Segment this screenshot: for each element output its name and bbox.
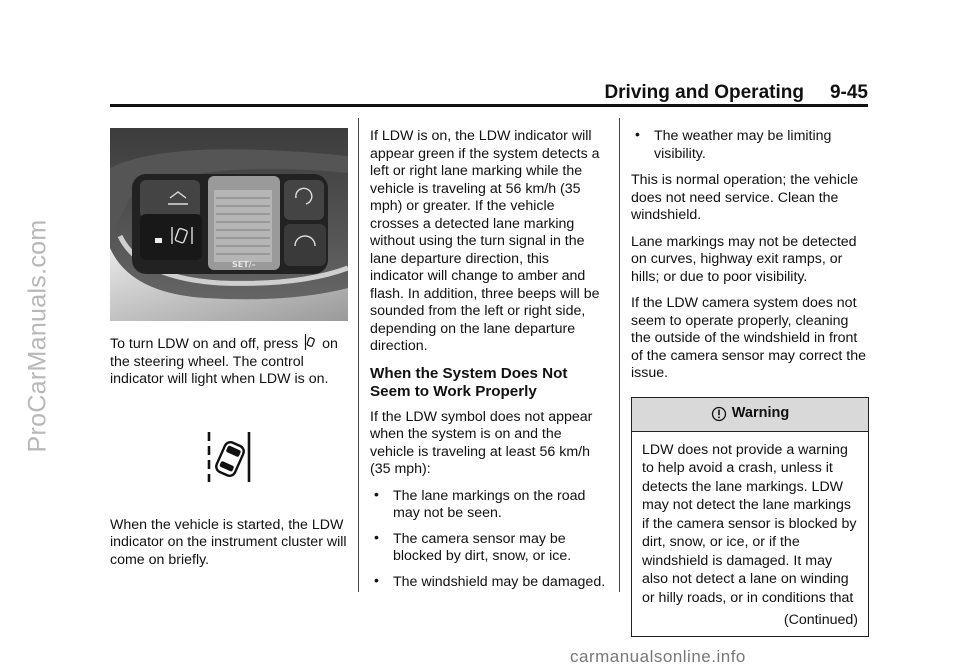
causes-list-continued <box>631 128 869 163</box>
warning-body: LDW does not provide a warning to help avoid a crash, unless it detects the lane markings. LDW may not detect the lane markings if the camera sensor is blocked by dirt, snow, or ice, or if the windshield is damaged. It may also not detect a lane on winding or hilly roads, or in conditions that (Continued) <box>642 441 858 628</box>
para-lane-markings: Lane markings may not be detected on curves, highway exit ramps, or hills; or due to poor visibility. <box>631 233 857 285</box>
list-item: • The weather may be limiting visibility. <box>631 128 869 163</box>
column-3 <box>631 128 869 637</box>
warning-header <box>632 398 868 432</box>
list-item: • The lane markings on the road may not be seen. <box>370 488 606 523</box>
ldw-indicator-icon <box>204 429 254 483</box>
continued-label: (Continued) <box>783 612 858 628</box>
page-number: 9-45 <box>829 82 868 103</box>
para-indicator-startup: When the vehicle is started, the LDW indicator on the instrument cluster will come on briefly. <box>110 516 347 568</box>
header-rule <box>110 104 868 107</box>
section-title: Driving and Operating <box>604 82 804 103</box>
steering-wheel-controls-photo <box>110 128 348 321</box>
para-camera-cleaning: If the LDW camera system does not seem to operate properly, cleaning the outside of the windshield in front of the camera sensor may correct the issue. <box>631 295 866 381</box>
column-divider <box>358 118 359 592</box>
section-heading: When the System Does Not Seem to Work Properly <box>370 364 568 400</box>
side-watermark: ProCarManuals.com <box>23 219 52 453</box>
causes-list <box>370 488 606 592</box>
column-2 <box>370 128 606 600</box>
para-normal-operation: This is normal operation; the vehicle does not need service. Clean the windshield. <box>631 172 859 223</box>
column-1 <box>110 128 348 578</box>
warning-box <box>631 397 869 637</box>
warning-title: Warning <box>731 405 790 422</box>
page-header <box>604 82 868 104</box>
caption-ldw-button: To turn LDW on and off, press on the steering wheel. The control indicator will light when LDW is on. <box>110 333 348 389</box>
para-ldw-on: If LDW is on, the LDW indicator will appear green if the system detects a left or right lane marking while the vehicle is traveling at 56 km/h (35 mph) or greater. If the vehicle crosses a detected lane marking without using the turn signal in the lane departure direction, this indicator will change to amber and flash. In addition, three beeps will be sounded from the left or right side, depending on the lane departure direction. <box>370 128 600 354</box>
column-divider <box>619 118 620 592</box>
para-symbol-missing: If the LDW symbol does not appear when the system is on and the vehicle is traveling at least 56 km/h (35 mph): <box>370 408 593 477</box>
footer-watermark: carmanualsonline.info <box>570 647 746 666</box>
list-item: • The windshield may be damaged. <box>370 574 606 592</box>
list-item: • The camera sensor may be blocked by dirt, snow, or ice. <box>370 531 606 566</box>
set-label: SET/– <box>232 260 256 269</box>
warning-icon <box>711 406 727 422</box>
ldw-button-icon <box>304 333 316 351</box>
